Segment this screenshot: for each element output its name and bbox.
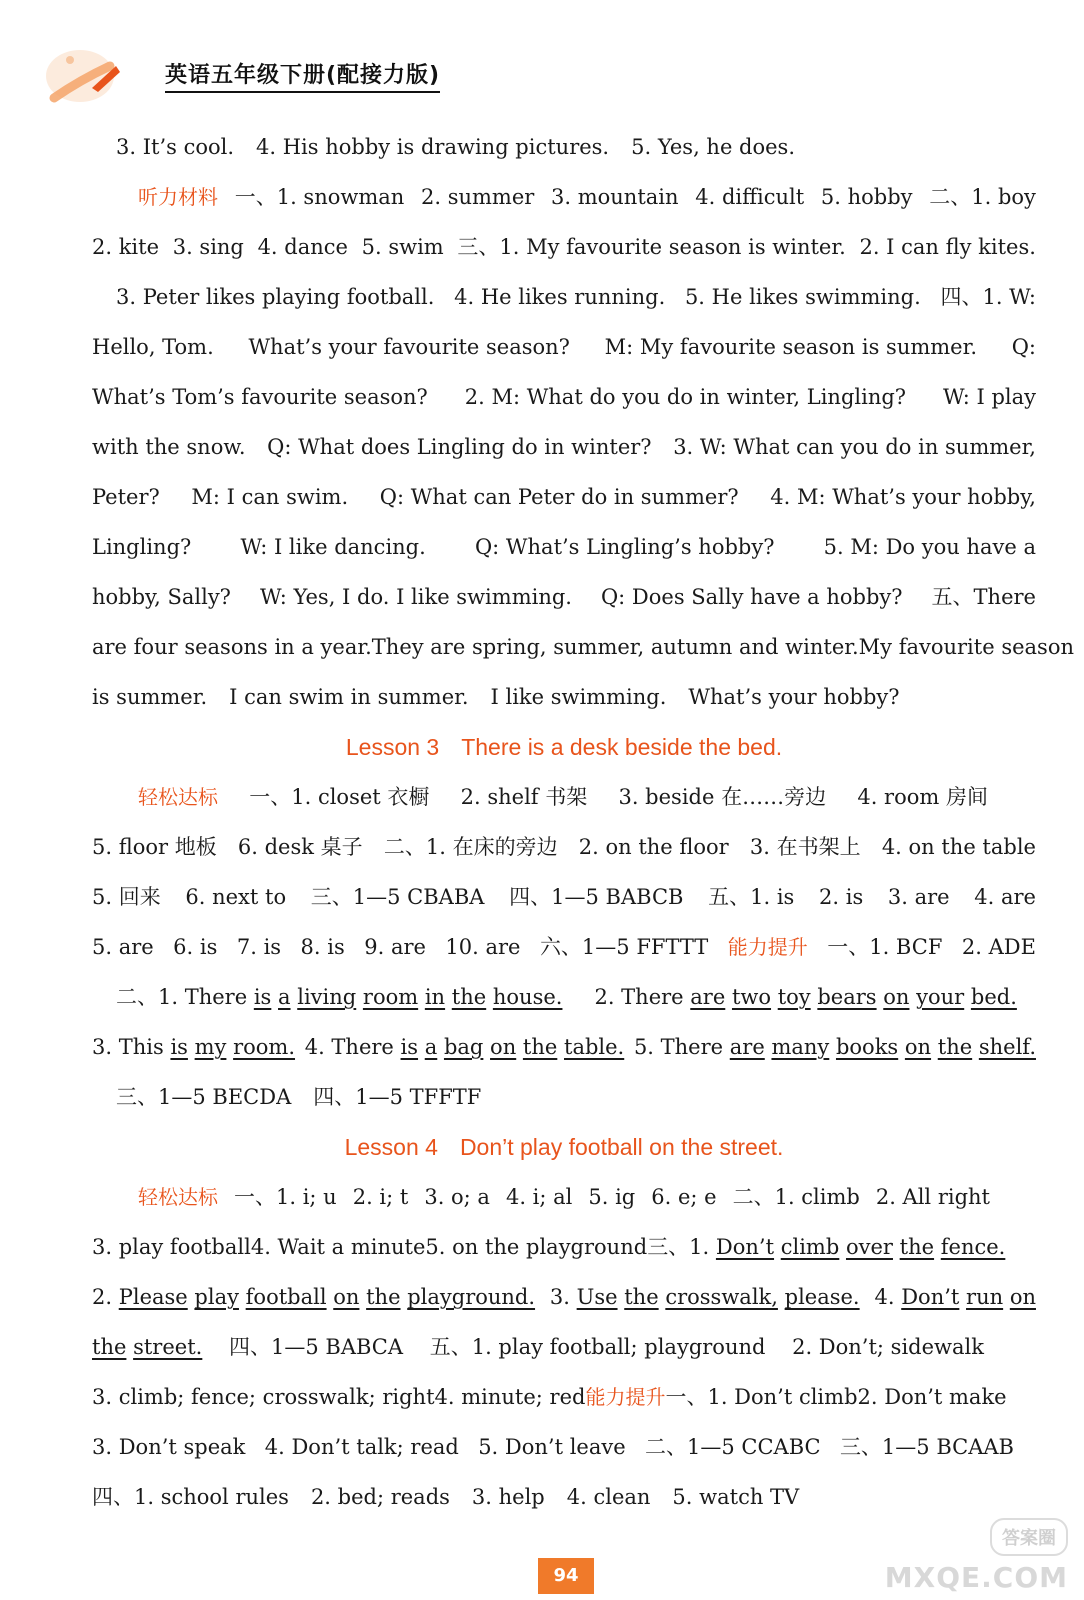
answer-line (92, 172, 1036, 222)
lesson-number: Lesson 3 (345, 734, 440, 760)
answer-text: 六、1—5 FFTTT (539, 935, 709, 959)
answer-text: 二、1—5 CCABC (645, 1435, 821, 1459)
answer-text: 2. i; t (352, 1185, 409, 1209)
answer-line (92, 572, 1036, 622)
answer-text: are four seasons in a year. (92, 635, 372, 659)
section-tag-ability: 能力提升 (727, 935, 808, 959)
answer-text: 5. Don’t leave (478, 1435, 626, 1459)
answer-text: What’s your favourite season? (248, 335, 570, 359)
underlined-word: the (366, 1285, 401, 1309)
answer-text: 4. clean (566, 1485, 651, 1509)
answer-text: 2. is (819, 885, 864, 909)
sentence (634, 1022, 1036, 1072)
underlined-word: street. (133, 1335, 203, 1359)
underlined-word: room. (233, 1035, 296, 1059)
underlined-word: please. (784, 1285, 860, 1309)
answer-content (92, 122, 1074, 1522)
underlined-word: room (362, 985, 419, 1009)
underlined-word: table. (564, 1035, 625, 1059)
underlined-word: house. (492, 985, 563, 1009)
answer-text: 6. desk 桌子 (237, 835, 363, 859)
answer-text: 一、1. BCF (827, 935, 943, 959)
underlined-word: bed. (970, 985, 1017, 1009)
answer-line (92, 522, 1036, 572)
answer-text: 二、1. boy (929, 185, 1036, 209)
answer-line (92, 1222, 1036, 1272)
answer-text: 3. help (471, 1485, 545, 1509)
answer-text: 一、1. snowman (234, 185, 405, 209)
answer-text: 5. He likes swimming. (684, 285, 921, 309)
answer-text: 3. o; a (424, 1185, 490, 1209)
answer-text: 2. I can fly kites. (859, 235, 1036, 259)
answer-text: Q: What’s Lingling’s hobby? (474, 535, 775, 559)
sentence (647, 1222, 1005, 1272)
underlined-word: bag (443, 1035, 484, 1059)
underlined-word: the (92, 1335, 127, 1359)
answer-text: They are spring, summer, autumn and winter. (371, 635, 859, 659)
answer-text: 5. on the playground (425, 1235, 648, 1259)
watermark-logo: 答案圈 (990, 1518, 1068, 1556)
underlined-word: shelf. (978, 1035, 1036, 1059)
answer-text: I can swim in summer. (229, 685, 469, 709)
answer-text: 10. are (445, 935, 521, 959)
answer-text: 2. ADE (961, 935, 1036, 959)
answer-text: 4. Don’t talk; read (264, 1435, 459, 1459)
answer-text: with the snow. (92, 435, 246, 459)
underlined-word: playground. (407, 1285, 536, 1309)
answer-text: 4. are (974, 885, 1036, 909)
answer-text: 4. His hobby is drawing pictures. (256, 135, 610, 159)
underlined-word: bears (817, 985, 877, 1009)
sentence (874, 1272, 1036, 1322)
answer-text: 3. mountain (551, 185, 679, 209)
underlined-word: are (690, 985, 726, 1009)
answer-text: 4. Wait a minute (250, 1235, 426, 1259)
word: 二、1. There (116, 985, 248, 1009)
section-tag-ability: 能力提升 (585, 1385, 666, 1409)
section-tag-easy: 轻松达标 (138, 785, 218, 809)
answer-line (92, 1172, 1036, 1222)
underlined-word: living (297, 985, 357, 1009)
answer-line (92, 1372, 1036, 1422)
answer-line (92, 1272, 1036, 1322)
answer-line (92, 372, 1036, 422)
answer-text: 四、1. W: (940, 285, 1036, 309)
book-title: 英语五年级下册(配接力版) (165, 58, 440, 93)
word: 5. There (633, 1035, 724, 1059)
underlined-word: the (451, 985, 487, 1009)
answer-text: W: I play (942, 385, 1036, 409)
underlined-word: is (253, 985, 272, 1009)
answer-text: 2. All right (875, 1185, 990, 1209)
answer-text: hobby, Sally? (92, 585, 231, 609)
underlined-word: Use (576, 1285, 618, 1309)
answer-text: 四、1. school rules (92, 1485, 289, 1509)
answer-text: 2. kite (92, 235, 160, 259)
underlined-word: my (194, 1035, 227, 1059)
underlined-word: on (333, 1285, 360, 1309)
underlined-word: crosswalk, (665, 1285, 778, 1309)
page-header (40, 36, 460, 116)
underlined-word: is (400, 1035, 419, 1059)
answer-text: 二、1. climb (732, 1185, 860, 1209)
underlined-word: Don’t (715, 1235, 775, 1259)
answer-text: 5. M: Do you have a (823, 535, 1036, 559)
underlined-word: are (729, 1035, 765, 1059)
answer-text: 一、1. i; u (234, 1185, 337, 1209)
answer-text: 3. play football (92, 1235, 251, 1259)
sentence (116, 972, 562, 1022)
underlined-word: is (170, 1035, 188, 1059)
answer-line (92, 922, 1036, 972)
answer-line (92, 972, 1036, 1022)
sentence (305, 1022, 625, 1072)
answer-line (92, 322, 1036, 372)
underlined-word: a (424, 1035, 438, 1059)
sentence (92, 1022, 295, 1072)
answer-line (92, 622, 1074, 672)
underlined-word: over (845, 1235, 893, 1259)
underlined-word: many (771, 1035, 830, 1059)
underlined-word: on (490, 1035, 517, 1059)
answer-line (92, 472, 1036, 522)
underlined-word: your (916, 985, 965, 1009)
underlined-word: football (245, 1285, 327, 1309)
answer-text: 9. are (364, 935, 426, 959)
answer-text: 4. minute; red (434, 1385, 586, 1409)
underlined-word: on (904, 1035, 932, 1059)
answer-text: W: Yes, I do. I like swimming. (259, 585, 572, 609)
answer-line (92, 822, 1036, 872)
answer-text: 四、1—5 BABCB (509, 885, 684, 909)
answer-text: 4. room 房间 (857, 785, 988, 809)
underlined-word: in (424, 985, 446, 1009)
answer-text: 二、1. 在床的旁边 (383, 835, 558, 859)
answer-text: 5. swim (361, 235, 444, 259)
underlined-word: fence. (940, 1235, 1006, 1259)
answer-text: Q: Does Sally have a hobby? (600, 585, 903, 609)
answer-text: 一、1. Don’t climb (665, 1385, 858, 1409)
underlined-word: books (835, 1035, 899, 1059)
answer-text: 3. It’s cool. (116, 135, 235, 159)
answer-text: 6. e; e (651, 1185, 717, 1209)
answer-text: 5. hobby (820, 185, 913, 209)
answer-text: 四、1—5 BABCA (228, 1335, 404, 1359)
answer-text: Q: What does Lingling do in winter? (267, 435, 652, 459)
sentence (550, 1272, 860, 1322)
answer-text: 2. summer (421, 185, 535, 209)
answer-text: 3. are (887, 885, 950, 909)
answer-text: 4. i; al (505, 1185, 573, 1209)
answer-line (92, 122, 1036, 172)
answer-text: 5. are (92, 935, 154, 959)
answer-line (92, 1022, 1036, 1072)
word: 4. There (304, 1035, 394, 1059)
underlined-word: on (1009, 1285, 1036, 1309)
answer-text: 3. beside 在……旁边 (618, 785, 827, 809)
answer-text: 6. is (173, 935, 218, 959)
answer-text: 2. bed; reads (310, 1485, 450, 1509)
word: 2. There (594, 985, 684, 1009)
answer-text: W: I like dancing. (240, 535, 426, 559)
answer-text: 2. shelf 书架 (460, 785, 588, 809)
answer-text: 4. on the table (881, 835, 1036, 859)
answer-text: 4. He likes running. (454, 285, 666, 309)
answer-line (92, 1322, 1036, 1372)
watermark-site: MXQE.COM (884, 1561, 1068, 1594)
answer-text: 五、1. play football; playground (429, 1335, 766, 1359)
lesson-4-heading (92, 1122, 1036, 1172)
sentence (92, 1272, 535, 1322)
answer-text: Q: What can Peter do in summer? (379, 485, 739, 509)
answer-text: 4. difficult (695, 185, 805, 209)
answer-text: What’s your hobby? (688, 685, 900, 709)
underlined-word: the (899, 1235, 935, 1259)
sentence (594, 972, 1016, 1022)
answer-text: 3. Don’t speak (92, 1435, 246, 1459)
answer-line (92, 672, 1036, 722)
lesson-3-heading (92, 722, 1036, 772)
word: 4. (874, 1285, 895, 1309)
answer-text: 三、1—5 BCAAB (839, 1435, 1014, 1459)
section-tag-listening: 听力材料 (138, 185, 218, 209)
answer-text: 5. watch TV (672, 1485, 800, 1509)
answer-text: I like swimming. (490, 685, 667, 709)
answer-text: 3. W: What can you do in summer, (673, 435, 1036, 459)
answer-line (92, 872, 1036, 922)
underlined-word: a (278, 985, 291, 1009)
lesson-number: Lesson 4 (344, 1134, 438, 1160)
underlined-word: on (883, 985, 910, 1009)
answer-text: Q: (1011, 335, 1036, 359)
answer-text: 三、1—5 BECDA (116, 1085, 292, 1109)
answer-text: M: I can swim. (191, 485, 349, 509)
answer-text: 2. Don’t make (857, 1385, 1007, 1409)
watermark (884, 1518, 1068, 1596)
answer-text: M: My favourite season is summer. (604, 335, 978, 359)
underlined-word: two (731, 985, 772, 1009)
answer-text: 5. Yes, he does. (631, 135, 796, 159)
lesson-title: There is a desk beside the bed. (461, 734, 783, 760)
underlined-word: play (194, 1285, 239, 1309)
answer-text: Lingling? (92, 535, 192, 559)
answer-text: 五、There (931, 585, 1036, 609)
underlined-word: toy (777, 985, 811, 1009)
underlined-word: climb (780, 1235, 840, 1259)
answer-text: 4. M: What’s your hobby, (770, 485, 1036, 509)
answer-text: 3. sing (172, 235, 244, 259)
answer-line (92, 1072, 1036, 1122)
answer-line (92, 272, 1036, 322)
answer-text: 5. ig (588, 1185, 636, 1209)
answer-text: 3. Peter likes playing football. (116, 285, 435, 309)
answer-text: 3. climb; fence; crosswalk; right (92, 1385, 435, 1409)
section-tag-easy: 轻松达标 (138, 1185, 218, 1209)
answer-text: 8. is (300, 935, 345, 959)
lesson-title: Don’t play football on the street. (459, 1134, 784, 1160)
answer-line (92, 422, 1036, 472)
underlined-word: Don’t (901, 1285, 960, 1309)
word: 2. (92, 1285, 113, 1309)
answer-text: 2. on the floor (578, 835, 729, 859)
answer-text: 7. is (236, 935, 282, 959)
underlined-word: Please (118, 1285, 188, 1309)
answer-text: 5. floor 地板 (92, 835, 217, 859)
answer-text: What’s Tom’s favourite season? (92, 385, 428, 409)
sentence (92, 1322, 202, 1372)
answer-text: 四、1—5 TFFTF (313, 1085, 482, 1109)
underlined-word: the (522, 1035, 558, 1059)
answer-line (92, 222, 1036, 272)
word: 三、1. (647, 1235, 710, 1259)
answer-text: 2. Don’t; sidewalk (792, 1335, 984, 1359)
answer-text: Peter? (92, 485, 160, 509)
answer-text: 五、1. is (708, 885, 795, 909)
answer-line (92, 772, 1036, 822)
underlined-word: the (937, 1035, 973, 1059)
underlined-word: the (624, 1285, 659, 1309)
answer-line (92, 1472, 1036, 1522)
answer-text: 4. dance (257, 235, 348, 259)
word: 3. This (92, 1035, 164, 1059)
answer-line (92, 1422, 1036, 1472)
brush-swash-icon (40, 36, 160, 116)
page-number: 94 (538, 1558, 594, 1594)
answer-text: 5. 回来 (92, 885, 161, 909)
answer-text: is summer. (92, 685, 208, 709)
answer-text: 6. next to (185, 885, 287, 909)
answer-text: 三、1. My favourite season is winter. (457, 235, 846, 259)
answer-text: Hello, Tom. (92, 335, 214, 359)
answer-text: 2. M: What do you do in winter, Lingling? (464, 385, 907, 409)
word: 3. (549, 1285, 570, 1309)
answer-text: My favourite season (858, 635, 1074, 659)
underlined-word: run (966, 1285, 1004, 1309)
answer-text: 三、1—5 CBABA (310, 885, 485, 909)
answer-text: 3. 在书架上 (749, 835, 861, 859)
answer-text: 一、1. closet 衣橱 (249, 785, 430, 809)
